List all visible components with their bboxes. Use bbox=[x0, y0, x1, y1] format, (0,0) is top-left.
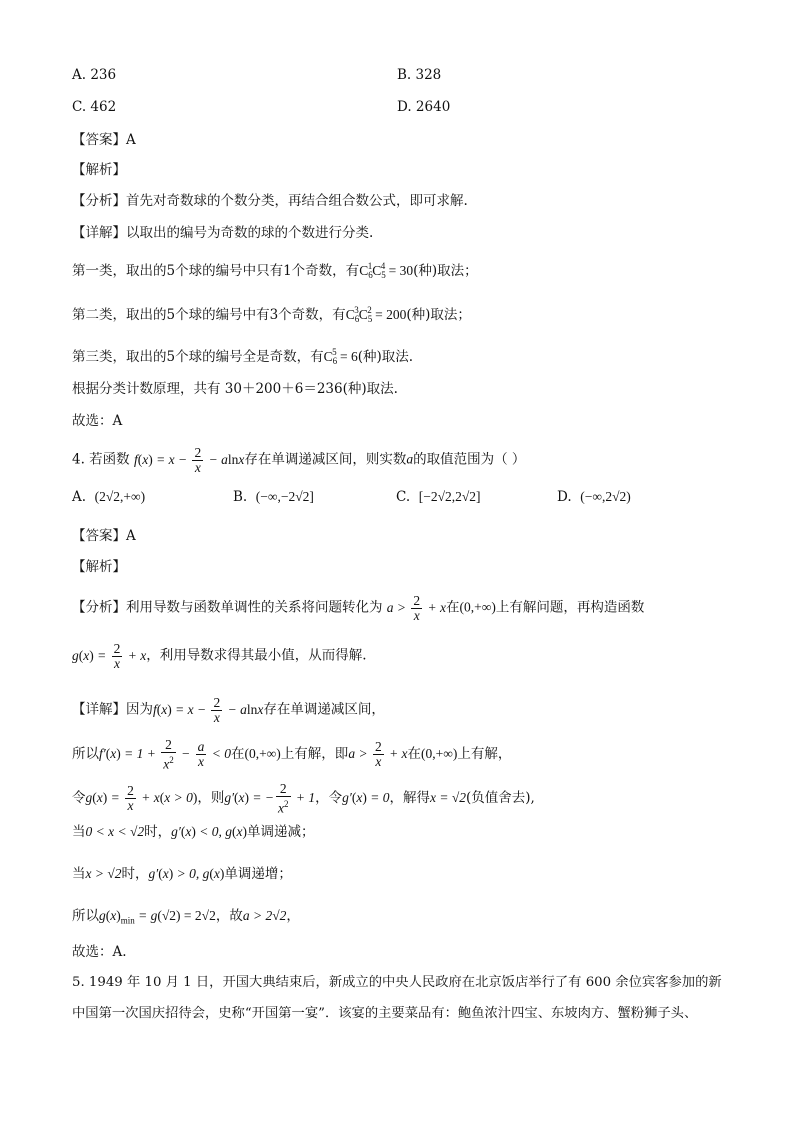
q4-detail2-interval2: (0,+∞) bbox=[421, 745, 458, 761]
q4-detail-1 bbox=[72, 696, 385, 725]
q4-detail6-min: $g(x)_{min} = g(√2) = 2√2$ bbox=[99, 908, 216, 926]
q4-detail5-post: 单调递增； bbox=[224, 866, 292, 882]
answer-label: 【答案】A bbox=[72, 132, 136, 148]
q4-stem-mid: 存在单调递减区间，则实数 bbox=[244, 451, 407, 468]
q4-detail6-pre: 所以 bbox=[72, 908, 99, 924]
q4-detail3-pre: 令 bbox=[72, 789, 86, 806]
q4-stem-post: 的取值范围为（ ） bbox=[413, 451, 526, 468]
q4-detail5-mid: 时， bbox=[121, 866, 149, 882]
q4-detail2-mid2: 上有解，即 bbox=[280, 745, 349, 762]
q4-choice: 故选：A. bbox=[72, 944, 127, 960]
q4-detail3-mid3: ，解得 bbox=[389, 789, 430, 806]
case-one-tail: (种)取法； bbox=[413, 263, 478, 279]
q4-detail3-g: g(x) = $\frac{2}{x}$ + x(x > 0) bbox=[85, 783, 198, 814]
q4-detail3-post: (负值舍去), bbox=[466, 789, 535, 806]
q4-answer-label: 【答案】A bbox=[72, 528, 136, 544]
choice-a: 故选：A bbox=[72, 413, 123, 429]
q4-detail1-pre: 【详解】因为 bbox=[72, 701, 153, 718]
q4-detail4-post: 单调递减； bbox=[246, 824, 315, 840]
question-5-line-2: 中国第一次国庆招待会，史称“开国第一宴”．该宴的主要菜品有：鲍鱼浓汁四宝、东坡肉方、蟹粉狮子头、 bbox=[72, 1006, 698, 1021]
q4-detail3-mid2: ，令 bbox=[315, 789, 343, 806]
q4-option-c: C. [−2√2,2√2] bbox=[396, 489, 481, 505]
q4-var-a: a bbox=[406, 451, 414, 467]
q4-derivative: f′(x) = 1 + $\frac{2}{x^2}$ − $\frac{a}{x}$ < 0 bbox=[99, 737, 231, 772]
counting-principle: 根据分类计数原理，共有 30＋200＋6＝236(种)取法. bbox=[72, 381, 398, 397]
q4-detail4-range: 0 < x < √2 bbox=[85, 824, 145, 839]
analysis-label: 【解析】 bbox=[72, 162, 126, 178]
q4-detail5-cond: g′(x) > 0, g(x) bbox=[148, 866, 225, 881]
q4-detail2-interval1: (0,+∞) bbox=[244, 745, 281, 761]
case-two-formula: $C_6^3C_5^2 = 200$ bbox=[345, 305, 407, 324]
option-a: A. 236 bbox=[72, 67, 117, 83]
case-two-tail: (种)取法； bbox=[406, 307, 471, 323]
q4-detail3-eq: g′(x) = 0 bbox=[342, 789, 390, 805]
q4-option-b: B. (−∞,−2√2] bbox=[233, 489, 314, 505]
case-three-tail: (种)取法. bbox=[357, 349, 414, 365]
q4-fenxi-pre: 【分析】利用导数与函数单调性的关系将问题转化为 bbox=[72, 599, 383, 616]
case-one-text: 第一类，取出的5个球的编号中只有1个奇数，有 bbox=[72, 263, 360, 279]
q4-analysis-label: 【解析】 bbox=[72, 559, 126, 575]
q4-detail2-mid3: 在 bbox=[407, 745, 422, 762]
q4-detail-3 bbox=[72, 782, 535, 816]
question-5-line-1: 5. 1949 年 10 月 1 日，开国大典结束后，新成立的中央人民政府在北京饭店举行了有 600 余位宾客参加的新 bbox=[72, 975, 722, 990]
q4-analysis-summary bbox=[72, 594, 644, 623]
case-one-formula: $C_6^1C_5^4 = 30$ bbox=[359, 261, 414, 280]
q4-detail2-ineq: a > $\frac{2}{x}$ + x bbox=[348, 739, 408, 770]
q4-detail6-result: a > 2√2 bbox=[242, 908, 287, 923]
q4-analysis-summary-2 bbox=[72, 642, 367, 671]
question-4-stem bbox=[72, 446, 525, 475]
case-two bbox=[72, 301, 471, 328]
q4-fenxi-ineq: a > $\frac{2}{x}$ + x bbox=[386, 593, 447, 623]
q4-detail3-gprime: g′(x) = − $\frac{2}{x^2}$ + 1 bbox=[224, 781, 316, 816]
q4-fenxi-post: 上有解问题，再构造函数 bbox=[495, 599, 645, 616]
q4-detail-5 bbox=[72, 865, 292, 883]
q4-detail-4 bbox=[72, 823, 314, 841]
q4-detail5-pre: 当 bbox=[72, 866, 86, 882]
q4-detail1-func: f(x) = x − $\frac{2}{x}$ − alnx bbox=[153, 695, 264, 725]
q4-detail-2 bbox=[72, 738, 511, 772]
detail-intro: 【详解】以取出的编号为奇数的球的个数进行分类. bbox=[72, 225, 374, 241]
q4-option-a: A. (2√2,+∞) bbox=[72, 489, 146, 505]
q4-function: f(x) = x − $\frac{2}{x}$ − alnx bbox=[133, 445, 245, 475]
option-b: B. 328 bbox=[397, 67, 442, 83]
case-one bbox=[72, 257, 478, 284]
q4-detail1-post: 存在单调递减区间， bbox=[263, 701, 385, 718]
q4-g-def: g(x) = $\frac{2}{x}$ + x bbox=[72, 641, 147, 671]
q4-detail-6 bbox=[72, 907, 300, 930]
case-two-text: 第二类，取出的5个球的编号中有3个奇数，有 bbox=[72, 307, 346, 323]
case-three-text: 第三类，取出的5个球的编号全是奇数，有 bbox=[72, 349, 324, 365]
q4-detail2-post: 上有解， bbox=[457, 745, 512, 762]
q4-detail6-post: ， bbox=[286, 908, 300, 924]
q4-detail2-pre: 所以 bbox=[72, 745, 99, 762]
q4-detail2-mid1: 在 bbox=[230, 745, 245, 762]
option-d: D. 2640 bbox=[397, 99, 451, 115]
q4-detail5-range: x > √2 bbox=[85, 866, 122, 881]
q4-detail3-mid1: ，则 bbox=[197, 789, 225, 806]
case-three bbox=[72, 343, 413, 370]
analysis-summary: 【分析】首先对奇数球的个数分类，再结合组合数公式，即可求解. bbox=[72, 193, 468, 209]
option-c: C. 462 bbox=[72, 99, 117, 115]
q4-detail4-pre: 当 bbox=[72, 824, 86, 840]
case-three-formula: $C_6^5 = 6$ bbox=[323, 347, 358, 366]
q4-detail4-cond: g′(x) < 0, g(x) bbox=[171, 824, 247, 839]
q4-detail3-root: x = √2 bbox=[429, 789, 466, 805]
q4-detail4-mid: 时， bbox=[144, 824, 172, 840]
q4-fenxi-interval: (0,+∞) bbox=[459, 599, 496, 615]
q4-fenxi-mid: 在 bbox=[446, 599, 460, 616]
q4-stem-pre: 4. 若函数 bbox=[72, 451, 130, 468]
q4-fenxi2-post: ，利用导数求得其最小值，从而得解. bbox=[146, 647, 367, 664]
q4-option-d: D. (−∞,2√2) bbox=[557, 489, 631, 505]
q4-detail6-mid: ，故 bbox=[215, 908, 243, 924]
